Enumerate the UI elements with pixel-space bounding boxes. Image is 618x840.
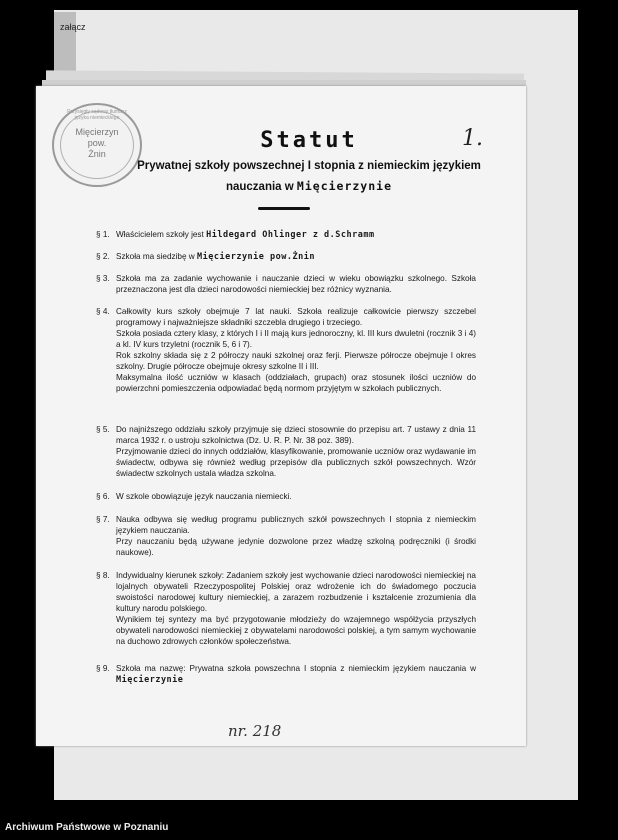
section-text [116, 273, 476, 295]
section-text [116, 570, 476, 614]
attachment-tab-label: załącz [60, 22, 86, 32]
section-body [116, 570, 476, 647]
section-text-main: Nauka odbywa się według programu publicznych szkół powszechnych I stopnia z niemieckim językiem nauczania. [116, 515, 476, 535]
section-text [116, 229, 476, 241]
section-text-main: Właścicielem szkoły jest [116, 230, 207, 239]
section-number: § 1. [96, 230, 110, 239]
stamp-line: pow. [87, 138, 107, 148]
section-number: § 6. [96, 492, 110, 501]
section-body [116, 514, 476, 558]
document-subtitle: Prywatnej szkoły powszechnej I stopnia z niemieckim językiem [137, 160, 481, 172]
section-text-main: Szkoła ma siedzibę w [116, 252, 197, 261]
section [96, 570, 476, 647]
section-number: § 3. [96, 274, 110, 283]
stamp-line: Mięcierzyn [75, 127, 119, 137]
section [96, 229, 476, 241]
section-text [116, 424, 476, 446]
section-number: § 7. [96, 515, 110, 524]
document-subtitle-line2 [0, 179, 618, 193]
subtitle-place: Mięcierzynie [296, 179, 393, 193]
section-text [116, 306, 476, 328]
section-text-main: Całkowity kurs szkoły obejmuje 7 lat nauki. Szkoła realizuje całkowicie pierwszy szczebel programowy i najważniejsze składniki szczebla drugiego i trzeciego. [116, 307, 476, 327]
section-body [116, 663, 476, 686]
section-body [116, 229, 476, 241]
subtitle-prefix: nauczania w [225, 181, 294, 193]
section-text [116, 663, 476, 686]
section-text-main: Do najniższego oddziału szkoły przyjmuje się dzieci stosownie do przepisu art. 7 ustawy z dnia 11 marca 1932 r. o ustroju szkolnictwa (Dz. U. R. P. Nr. 38 poz. 389). [116, 425, 476, 445]
title-rule [258, 207, 310, 210]
section-body [116, 251, 476, 263]
section-text-main: Indywidualny kierunek szkoły: Zadaniem szkoły jest wychowanie dzieci narodowości niemieckiej na lojalnych obywateli Rzeczypospolitej Polskiej oraz wdrożenie ich do świadomego poczucia swoistości narodowej kultury niemieckiej, a zarazem rozbudzenie i kształcenie zrozumienia dla kultury narodu polskiego. [116, 571, 476, 613]
section-text [116, 491, 476, 502]
section-text [116, 514, 476, 536]
section-paragraph: Maksymalna ilość uczniów w klasach (oddziałach, grupach) oraz stosunek ilości uczniów do powierzchni pomieszczenia odpowiadać będą normom przyjętym w szkołach publicznych. [116, 373, 476, 393]
section-text-main: W szkole obowiązuje język nauczania niemiecki. [116, 492, 292, 501]
section-body [116, 306, 476, 394]
stamp-arc-text: Przysięgły sądowy tłumacz języka niemieckiego [67, 109, 127, 121]
attachment-tab [54, 12, 76, 72]
section-body [116, 273, 476, 295]
section-text [116, 251, 476, 263]
handwritten-note: nr. 218 [228, 722, 282, 740]
section-text-emphasis: Mięcierzynie [116, 675, 184, 685]
section-paragraph: Wynikiem tej syntezy ma być przygotowanie młodzieży do wzajemnego współżycia przyszłych obywateli narodowości niemieckiej z obywatelami narodowości polskiej, a tym samym wychowanie na duchowo zdrowych członków społeczeństwa. [116, 615, 476, 646]
section [96, 273, 476, 295]
archive-footer: Archiwum Państwowe w Poznaniu [5, 822, 169, 833]
section-paragraph: Szkoła posiada cztery klasy, z których I i II mają kurs jednoroczny, kl. III kurs dwuletni (rocznik 3 i 4) a kl. IV kurs trzyletni (rocznik 5, 6 i 7). [116, 329, 476, 349]
section-text-main: Szkoła ma nazwę: Prywatna szkoła powszechna I stopnia z niemieckim językiem nauczania w [116, 664, 476, 673]
section [96, 424, 476, 479]
section-body [116, 491, 476, 502]
handwritten-page-number: 1. [462, 126, 483, 151]
section-paragraph: Przy nauczaniu będą używane jedynie dozwolone przez władzę szkolną podręczniki (i środki naukowe). [116, 537, 476, 557]
section-number: § 9. [96, 664, 110, 673]
section [96, 306, 476, 394]
section-body [116, 424, 476, 479]
section-number: § 2. [96, 252, 110, 261]
section-text-emphasis: Hildegard Ohlinger z d.Schramm [206, 230, 375, 240]
section-number: § 5. [96, 425, 110, 434]
section [96, 663, 476, 686]
section-text-main: Szkoła ma za zadanie wychowanie i nauczanie dzieci w wieku obowiązku szkolnego. Szkoła przeznaczona jest dla dzieci narodowości niemieckiej bez różnicy wyznania. [116, 274, 476, 294]
section [96, 491, 476, 502]
stamp-line: Żnin [88, 149, 106, 159]
section-text-emphasis: Mięcierzynie pow.Żnin [197, 252, 315, 262]
document-title: Statut [260, 128, 358, 153]
section [96, 251, 476, 263]
section-number: § 8. [96, 571, 110, 580]
section-paragraph: Rok szkolny składa się z 2 półroczy nauki szkolnej oraz ferji. Pierwsze półrocze obejmuje I okres szkolny. Drugie półrocze obejmuje okresy szkolne II i III. [116, 351, 476, 371]
section [96, 514, 476, 558]
section-number: § 4. [96, 307, 110, 316]
section-paragraph: Przyjmowanie dzieci do innych oddziałów, klasyfikowanie, promowanie uczniów oraz wydawanie im świadectw, odbywa się również według przepisów dla publicznych szkół powszechnych. Wzór świadectw szkolnych ustala władza szkolna. [116, 447, 476, 478]
